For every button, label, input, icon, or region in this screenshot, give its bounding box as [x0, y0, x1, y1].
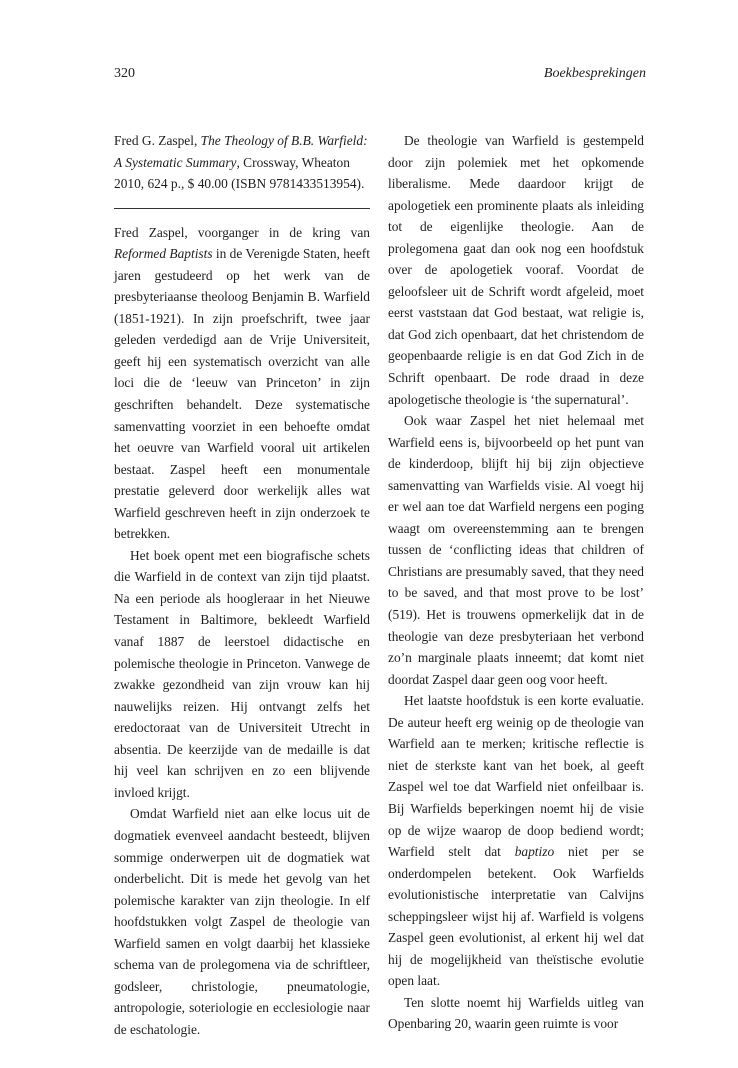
right-paragraph-4: Ten slotte noemt hij Warfields uitleg van Openbaring 20, waarin geen ruimte is voor	[388, 994, 644, 1032]
divider-rule	[114, 208, 370, 209]
right-paragraph-1: De theologie van Warfield is gestempeld door zijn polemiek met het opkomende liberalisme. Mede daardoor krijgt de apologetiek een prominente plaats als inleiding tot de eigenlijke theologie. Aan de prolegomena gaat dan ook nog een hoofdstuk over de apologetiek vooraf. Voordat de geloofsleer uit de Schrift wordt afgeleid, moet eerst vaststaan dat God bestaat, wat religie is, dat God zich openbaart, dat het christendom de geopenbaarde religie is en dat God Zich in de Schrift openbaart. De rode draad in deze apologetische theologie is ‘the supernatural’.	[388, 133, 644, 407]
left-paragraph-2: Het boek opent met een biografische schets die Warfield in de context van zijn tijd plaatst. Na een periode als hoogleraar in het Nieuwe Testament in Baltimore, bekleedt Warfield vanaf 1887 de leerstoel didactische en polemische theologie in Princeton. Vanwege de zwakke gezondheid van zijn vrouw kan hij nauwelijks reizen. Hij ontvangt zelfs het eredoctoraat van de Universiteit Utrecht in absentia. De keerzijde van de medaille is dat hij veel kan schrijven en zo een blijvende invloed krijgt.	[114, 547, 370, 800]
left-paragraph-1: Fred Zaspel, voorganger in de kring van Reformed Baptists in de Verenigde Staten, heeft jaren gestudeerd op het werk van de presbyteriaanse theoloog Benjamin B. Warfield (1851-1921). In zijn proefschrift, twee jaar geleden verdedigd aan de Vrije Universiteit, geeft hij een systematisch overzicht van alle loci die de ‘leeuw van Princeton’ in zijn geschriften behandelt. Deze systematische samenvatting voorziet in een behoefte omdat het oeuvre van Warfield vooral uit artikelen bestaat. Zaspel heeft een monumentale prestatie geleverd door werkelijk alles wat Warfield geschreven heeft in zijn onderzoek te betrekken.	[114, 224, 370, 542]
left-column	[114, 130, 370, 1040]
left-paragraph-3: Omdat Warfield niet aan elke locus uit de dogmatiek evenveel aandacht besteedt, blijven sommige onderwerpen uit de dogmatiek wat onderbelicht. Dit is mede het gevolg van het polemische karakter van zijn theologie. In elf hoofdstukken volgt Zaspel de theologie van Warfield samen en volgt daarbij het klassieke schema van de prolegomena via de schriftleer, godsleer, christologie, pneumatologie, antropologie, soteriologie en ecclesiologie naar de eschatologie.	[114, 806, 370, 1037]
page-number: 320	[114, 66, 135, 81]
right-paragraph-2: Ook waar Zaspel het niet helemaal met Warfield eens is, bijvoorbeeld op het punt van de kinderdoop, blijft hij bij zijn objectieve samenvatting van Warfields visie. Al voegt hij er wel aan toe dat Warfield nergens een poging waagt om overeenstemming aan te brengen tussen de ‘conflicting ideas that children of Christians are presumably saved, that they need to be saved, and that most prove to be lost’ (519). Het is trouwens opmerkelijk dat in de theologie van deze presbyteriaan het verbond zo’n marginale plaats inneemt; dat komt niet doordat Zaspel daar geen oog voor heeft.	[388, 413, 644, 687]
right-column	[388, 130, 644, 1035]
running-head: Boekbesprekingen	[543, 66, 646, 81]
book-details: , Crossway, Wheaton 2010, 624 p., $ 40.00 (ISBN 9781433513954).	[114, 154, 365, 192]
book-title: The Theology of B.B. Warfield: A Systematic Summary	[114, 133, 368, 170]
right-paragraph-3: Het laatste hoofdstuk is een korte evaluatie. De auteur heeft erg weinig op de theologie van Warfield aan te merken; kritische reflectie is niet de sterkste kant van het boek, al geeft Zaspel wel toe dat Warfield niet onfeilbaar is. Bij Warfields beperkingen noemt hij de visie op de wijze waarop de doop bediend wordt; Warfield stelt dat baptizo niet per se onderdompelen betekent. Ook Warfields evolutionistische interpretatie van Calvijns scheppingsleer wijst hij af. Warfield is volgens Zaspel geen evolutionist, al erkent hij wel dat hij de mogelijkheid van theïstische evolutie open laat.	[388, 693, 644, 989]
book-author: Fred G. Zaspel,	[114, 133, 201, 148]
bibliographic-entry	[114, 130, 370, 195]
